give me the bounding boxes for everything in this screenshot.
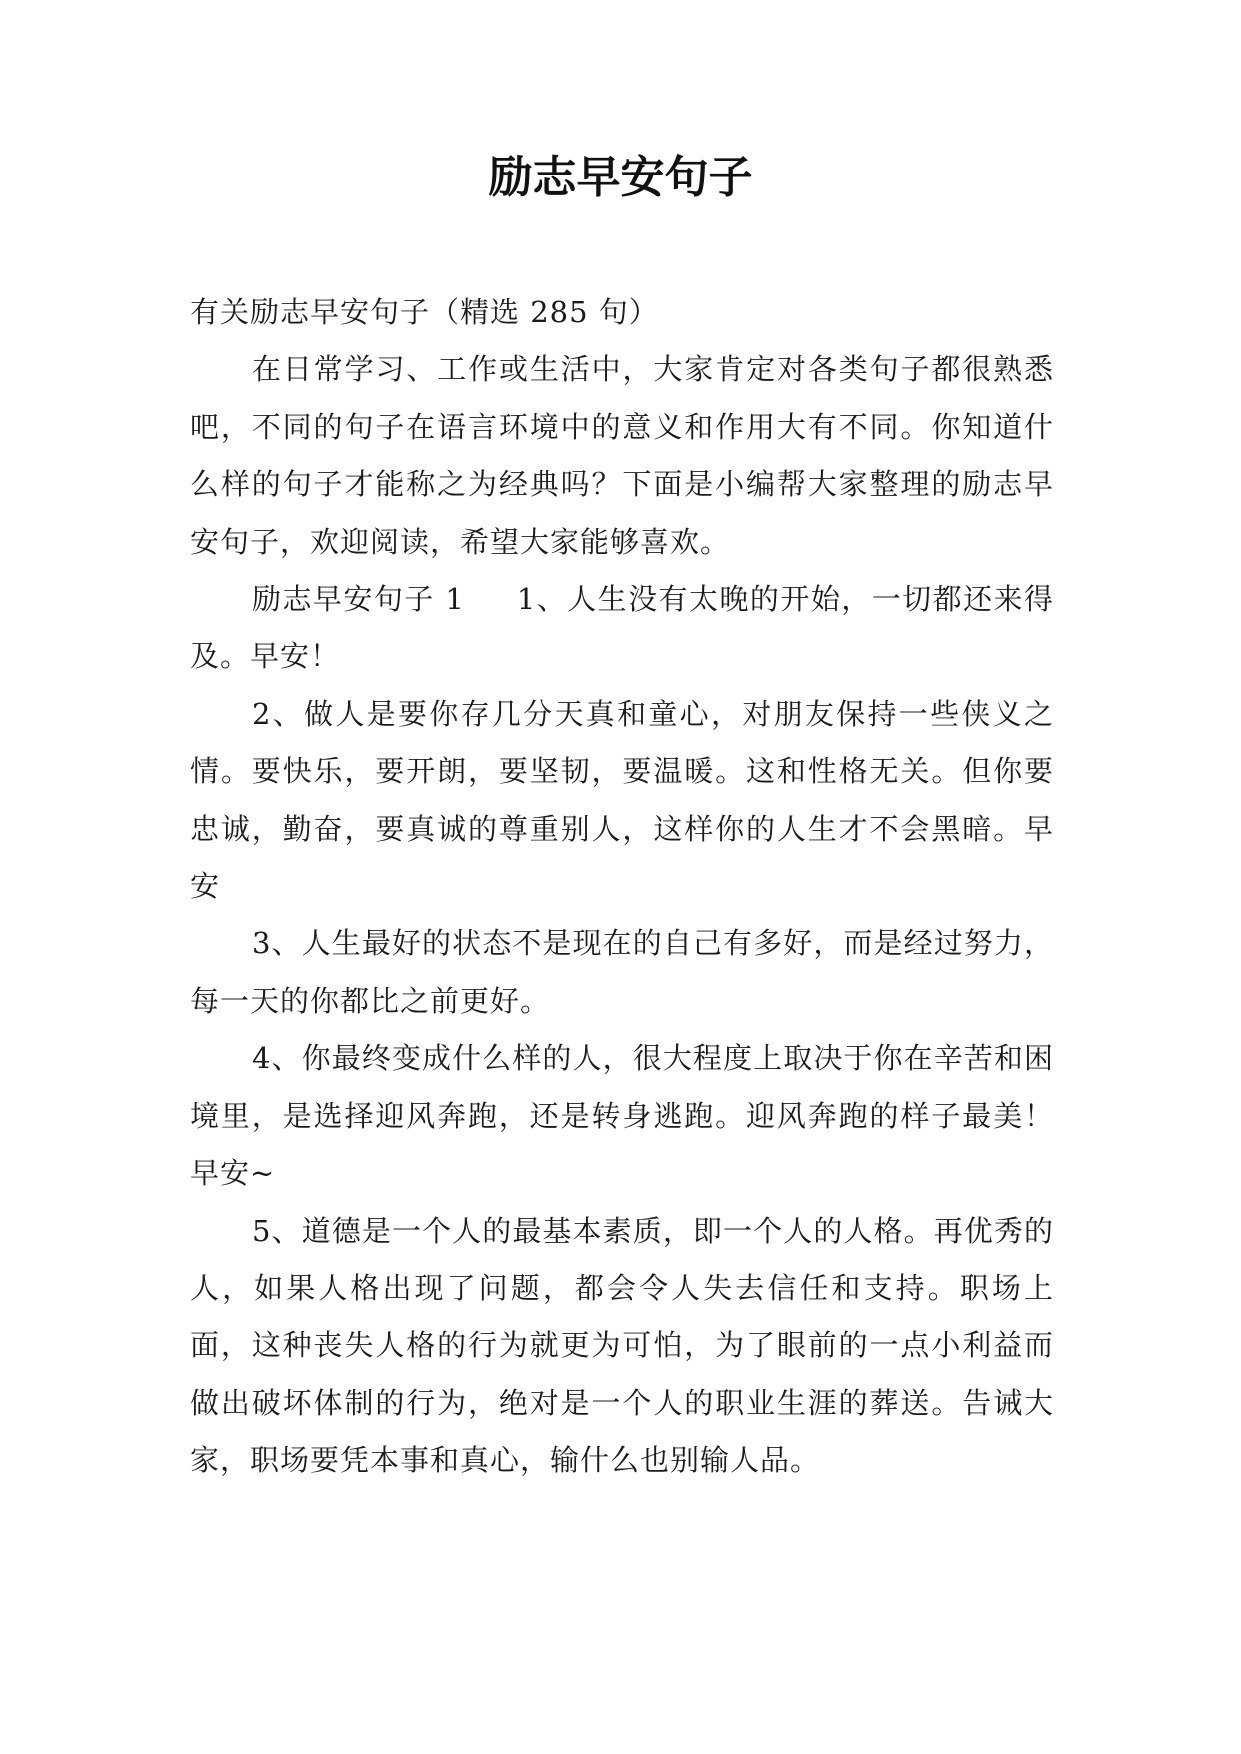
section-heading: 励志早安句子 1 [252, 582, 465, 617]
sentence-item-1: 1、人生没有太晚的开始，一切都还来得及。早安！ [190, 582, 1054, 674]
document-body [190, 284, 1054, 1490]
sentence-item-3: 3、人生最好的状态不是现在的自己有多好，而是经过努力，每一天的你都比之前更好。 [190, 926, 1054, 1018]
subtitle: 有关励志早安句子（精选 285 句） [190, 295, 659, 329]
first-entry-paragraph [190, 571, 1054, 686]
sentence-item-2: 2、做人是要你存几分天真和童心，对朋友保持一些侠义之情。要快乐，要开朗，要坚韧，要温暖。这和性格无关。但你要忠诚，勤奋，要真诚的尊重别人，这样你的人生才不会黑暗。早安 [190, 696, 1054, 904]
page-title: 励志早安句子 [488, 152, 753, 203]
intro-paragraph: 在日常学习、工作或生活中，大家肯定对各类句子都很熟悉吧，不同的句子在语言环境中的意义和作用大有不同。你知道什么样的句子才能称之为经典吗？下面是小编帮大家整理的励志早安句子，欢迎阅读，希望大家能够喜欢。 [190, 352, 1054, 559]
sentence-item-4: 4、你最终变成什么样的人，很大程度上取决于你在辛苦和困境里，是选择迎风奔跑，还是转身逃跑。迎风奔跑的样子最美！早安~ [190, 1041, 1054, 1191]
sentence-item-5: 5、道德是一个人的最基本素质，即一个人的人格。再优秀的人，如果人格出现了问题，都会令人失去信任和支持。职场上面，这种丧失人格的行为就更为可怕，为了眼前的一点小利益而做出破坏体制的行为，绝对是一个人的职业生涯的葬送。告诫大家，职场要凭本事和真心，输什么也别输人品。 [190, 1213, 1054, 1478]
